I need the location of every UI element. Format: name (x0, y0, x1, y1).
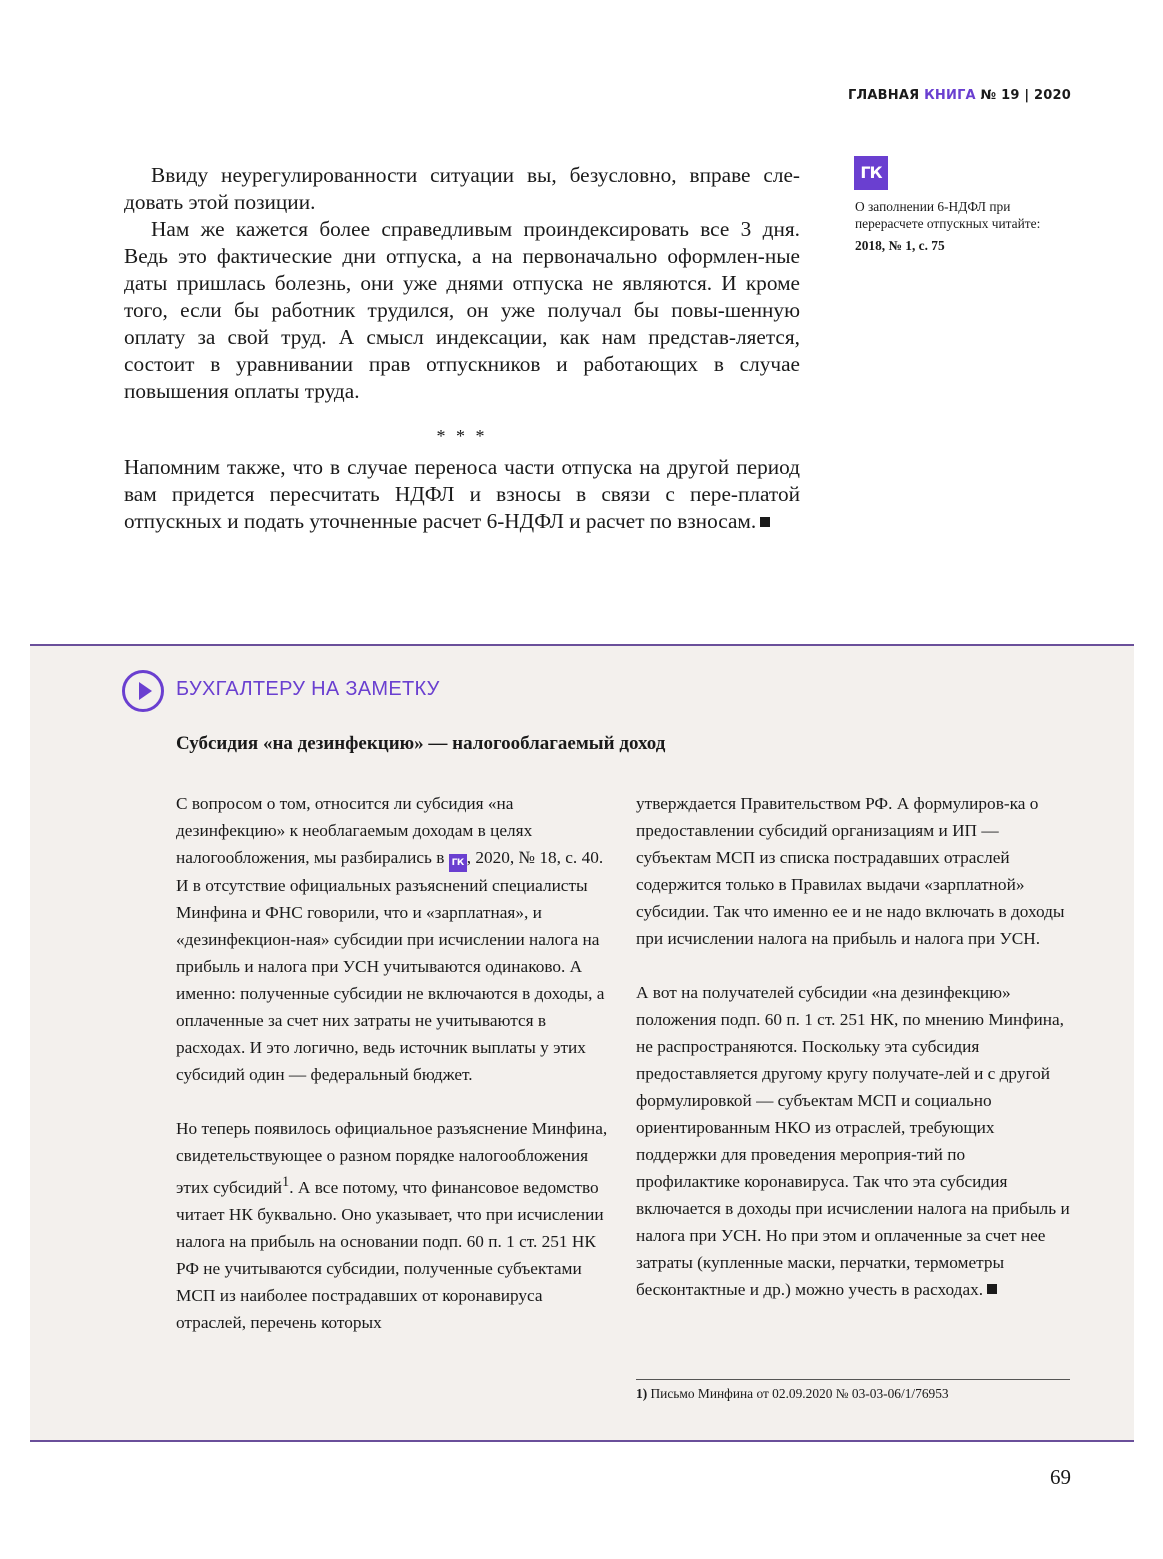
paragraph-text: Но теперь появилось официальное разъяснение Минфина, свидетельствующее о разном порядке налогообложения этих субсидий (176, 1119, 608, 1197)
paragraph (176, 1115, 608, 1336)
footnote-text: Письмо Минфина от 02.09.2020 № 03-03-06/1/76953 (650, 1386, 949, 1401)
brand-main: ГЛАВНАЯ (847, 88, 920, 103)
paragraph-text: С вопросом о том, относится ли субсидия «на дезинфекцию» к необлагаемым доходам в целях налогообложения, мы разбирались в (176, 794, 533, 867)
paragraph-text: , 2020, № 18, с. 40. И в отсутствие официальных разъяснений специалисты Минфина и ФНС говорили, что и «зарплатная», и «дезинфекцион-ная» субсидии при исчислении налога на прибыль и налога при УСН учитываются одинаково. А именно: полученные субсидии не включаются в доходы, а оплаченные за счет них затраты не учитываются в расходах. И это логично, ведь источник выплаты у этих субсидий один — федеральный бюджет. (176, 848, 605, 1084)
running-header (848, 88, 1071, 103)
box-column-right (636, 790, 1072, 1303)
paragraph-text: А вот на получателей субсидии «на дезинфекцию» положения подп. 60 п. 1 ст. 251 НК, по мнению Минфина, не распространяются. Поскольку эта субсидия предоставляется другому кругу получате-лей и с другой формулировкой — субъектам МСП и социально ориентированным НКО из отраслей, требующих поддержки для проведения мероприя-тий по профилактике коронавируса. Так что эта субсидия включается в доходы при исчислении налога на прибыль и налога при УСН. Но при этом и оплаченные за счет нее затраты (купленные маски, перчатки, термометры бесконтактные и др.) можно учесть в расходах. (636, 983, 1070, 1299)
footnote (636, 1386, 949, 1402)
page-number: 69 (1050, 1465, 1071, 1489)
issue-number: № 19 | 2020 (980, 88, 1071, 103)
paragraph: утверждается Правительством РФ. А формулиров-ка о предоставлении субсидий организациям и ИП — субъектам МСП из списка пострадавших отраслей содержится только в Правилах выдачи «зарплатной» субсидии. Так что именно ее и не надо включать в доходы при исчислении налога на прибыль и налога при УСН. (636, 794, 1065, 948)
side-note-reference: 2018, № 1, с. 75 (855, 238, 945, 253)
footnote-ref: 1 (282, 1174, 290, 1190)
main-article-text (124, 162, 800, 535)
paragraph (176, 790, 608, 1088)
section-separator: * * * (436, 426, 488, 446)
box-label: БУХГАЛТЕРУ НА ЗАМЕТКУ (176, 678, 440, 700)
footnote-divider (636, 1379, 1070, 1380)
end-mark-icon (987, 1284, 997, 1294)
side-note (855, 199, 1055, 255)
paragraph-text: . А все потому, что финансовое ведомство читает НК буквально. Оно указывает, что при исчислении налога на прибыль на основании подп. 60 п. 1 ст. 251 НК РФ не учитываются субсидии, полученные субъектами МСП из наиболее пострадавших от коронавируса отраслей, перечень которых (176, 1177, 604, 1332)
side-note-text: О заполнении 6-НДФЛ при перерасчете отпускных читайте: (855, 199, 1041, 231)
paragraph: Ввиду неурегулированности ситуации вы, безусловно, вправе сле-довать этой позиции. (124, 163, 800, 214)
end-mark-icon (760, 517, 770, 527)
gk-logo-icon: ГК (854, 156, 888, 190)
paragraph-final (636, 979, 1072, 1303)
box-column-left (176, 790, 608, 1336)
play-icon (122, 670, 164, 712)
paragraph-text: Напомним также, что в случае переноса части отпуска на другой период вам придется пересчитать НДФЛ и взносы в связи с пере-платой отпускных и подать уточненные расчет 6-НДФЛ и расчет по взносам. (124, 455, 800, 533)
brand-accent: КНИГА (924, 88, 976, 103)
box-title: Субсидия «на дезинфекцию» — налогооблагаемый доход (176, 733, 666, 754)
gk-logo-icon: ГК (449, 854, 467, 872)
paragraph: Нам же кажется более справедливым проиндексировать все 3 дня. Ведь это фактические дни отпуска, а на первоначально оформлен-ные даты пришлась болезнь, они уже днями отпуска не являются. И кроме того, если бы работник трудился, он уже получал бы повы-шенную оплату за свой труд. А смысл индексации, как нам представ-ляется, состоит в уравнивании прав отпускников и работающих в случае повышения оплаты труда. (124, 217, 800, 403)
paragraph-final (124, 454, 800, 535)
footnote-number: 1) (636, 1386, 648, 1401)
